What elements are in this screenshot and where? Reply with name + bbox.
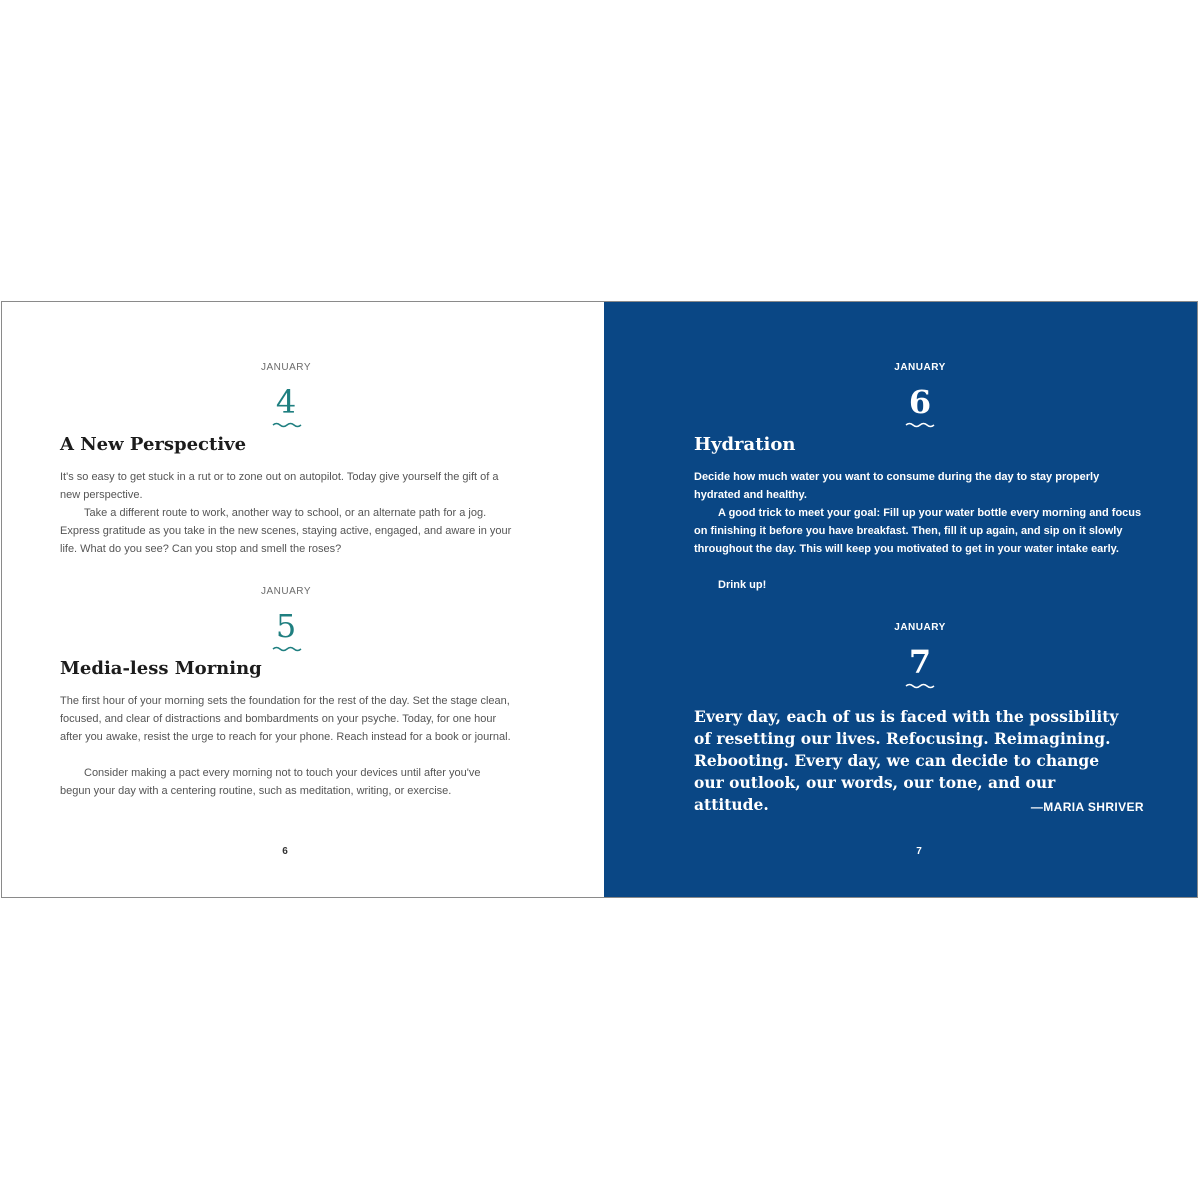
entry-6-title: Hydration: [694, 434, 796, 455]
page-number: 6: [282, 846, 288, 857]
left-page: [2, 302, 604, 897]
wave-divider-icon: [905, 422, 935, 428]
entry-7-month: JANUARY: [894, 622, 946, 633]
entry-4-title: A New Perspective: [60, 434, 247, 455]
entry-6-paragraph-1: Decide how much water you want to consume during the day to stay properly hydrated and healthy.: [694, 471, 1100, 501]
entry-5-paragraph-2: Consider making a pact every morning not to touch your devices until after you've begun your day with a centering routine, such as meditation, writing, or exercise.: [60, 767, 481, 797]
entry-4-paragraph-2: Take a different route to work, another way to school, or an alternate path for a jog. Express gratitude as you take in the new scenes, staying active, engaged, and aware in your life. What do you see? Can you stop and smell the roses?: [60, 507, 512, 555]
entry-7-quote: Every day, each of us is faced with the possibility of resetting our lives. Refocusing. Reimagining. Rebooting. Every day, we can decide to change our outlook, our words, our tone, and our attitude.: [694, 707, 1119, 814]
page-number: 7: [916, 846, 922, 857]
entry-4-month: JANUARY: [261, 362, 311, 373]
entry-5-paragraph-1: The first hour of your morning sets the foundation for the rest of the day. Set the stage clean, focused, and clear of distractions and bombardments on your psyche. Today, for one hour after you awake, resist the urge to reach for your phone. Reach instead for a book or journal.: [60, 695, 511, 743]
entry-5-month: JANUARY: [261, 586, 311, 597]
entry-6-paragraph-2: A good trick to meet your goal: Fill up your water bottle every morning and focus on finishing it before you have breakfast. Then, fill it up again, and sip on it slowly throughout the day. This will keep you motivated to get in your water intake early.: [694, 507, 1142, 555]
wave-divider-icon: [272, 646, 302, 652]
book-spread: [1, 301, 1198, 898]
entry-6-month: JANUARY: [894, 362, 946, 373]
right-page: [604, 302, 1197, 897]
wave-divider-icon: [272, 422, 302, 428]
entry-4-paragraph-1: It's so easy to get stuck in a rut or to zone out on autopilot. Today give yourself the gift of a new perspective.: [60, 471, 499, 501]
entry-4-day-number: 4: [275, 383, 297, 421]
entry-6-paragraph-3: Drink up!: [718, 579, 767, 591]
entry-5-title: Media-less Morning: [60, 658, 262, 679]
wave-divider-icon: [905, 683, 935, 689]
entry-6-day-number: 6: [908, 383, 932, 421]
quote-attribution: —MARIA SHRIVER: [1030, 800, 1144, 814]
entry-5-day-number: 5: [275, 607, 297, 645]
entry-7-day-number: 7: [908, 643, 932, 681]
